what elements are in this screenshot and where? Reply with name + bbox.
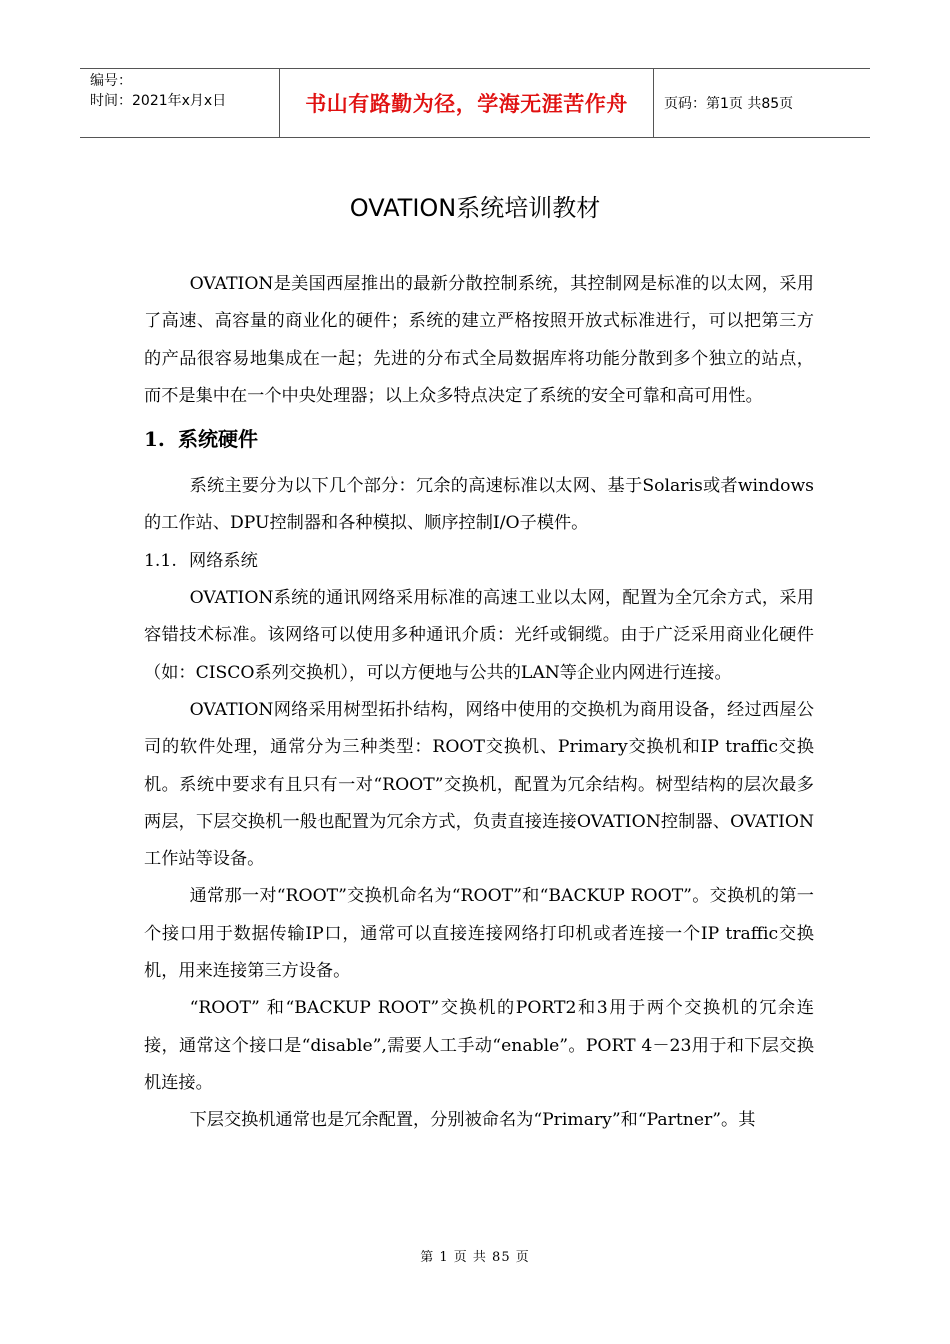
header-motto: 书山有路勤为径，学海无涯苦作舟: [280, 69, 654, 137]
header-meta: [80, 69, 280, 137]
subsection-number: 1.1.: [144, 550, 177, 571]
subsection-heading: [144, 543, 814, 580]
time-label: 时间：2021年x月x日: [90, 93, 227, 109]
document-body: [144, 266, 814, 1140]
section-heading: [144, 421, 814, 458]
body-paragraph: 下层交换机通常也是冗余配置，分别被命名为“Primary”和“Partner”。其: [189, 1110, 756, 1131]
page-footer: 第 1 页 共 85 页: [420, 1250, 530, 1265]
body-paragraph: “ROOT” 和“BACKUP ROOT”交换机的PORT2和3用于两个交换机的冗余连接，通常这个接口是“disable”,需要人工手动“enable”。PORT 4－23用于和下层交换机连接。: [144, 998, 814, 1093]
subsection-title: 网络系统: [189, 550, 258, 571]
body-paragraph: OVATION网络采用树型拓扑结构，网络中使用的交换机为商用设备，经过西屋公司的软件处理，通常分为三种类型：ROOT交换机、Primary交换机和IP traffic交换机。系统中要求有且只有一对“ROOT”交换机，配置为冗余结构。树型结构的层次最多两层，下层交换机一般也配置为冗余方式，负责直接连接OVATION控制器、OVATION工作站等设备。: [144, 699, 814, 870]
header-table: [80, 68, 870, 138]
section-title: 系统硬件: [178, 427, 258, 452]
body-paragraph: OVATION系统的通讯网络采用标准的高速工业以太网，配置为全冗余方式，采用容错技术标准。该网络可以使用多种通讯介质：光纤或铜缆。由于广泛采用商业化硬件（如：CISCO系列交换机），可以方便地与公共的LAN等企业内网进行连接。: [144, 588, 814, 683]
number-label: 编号：: [90, 73, 132, 89]
document-title: OVATION系统培训教材: [349, 194, 601, 222]
section-number: 1.: [144, 427, 165, 452]
intro-paragraph: OVATION是美国西屋推出的最新分散控制系统，其控制网是标准的以太网，采用了高速、高容量的商业化的硬件；系统的建立严格按照开放式标准进行，可以把第三方的产品很容易地集成在一起；先进的分布式全局数据库将功能分散到多个独立的站点，而不是集中在一个中央处理器；以上众多特点决定了系统的安全可靠和高可用性。: [144, 274, 814, 406]
header-page-info: 页码：第1页 共85页: [664, 96, 794, 112]
section-paragraph: 系统主要分为以下几个部分：冗余的高速标准以太网、基于Solaris或者windows的工作站、DPU控制器和各种模拟、顺序控制I/O子模件。: [144, 476, 814, 534]
body-paragraph: 通常那一对“ROOT”交换机命名为“ROOT”和“BACKUP ROOT”。交换机的第一个接口用于数据传输IP口，通常可以直接连接网络打印机或者连接一个IP traffic交换机，用来连接第三方设备。: [144, 886, 814, 982]
